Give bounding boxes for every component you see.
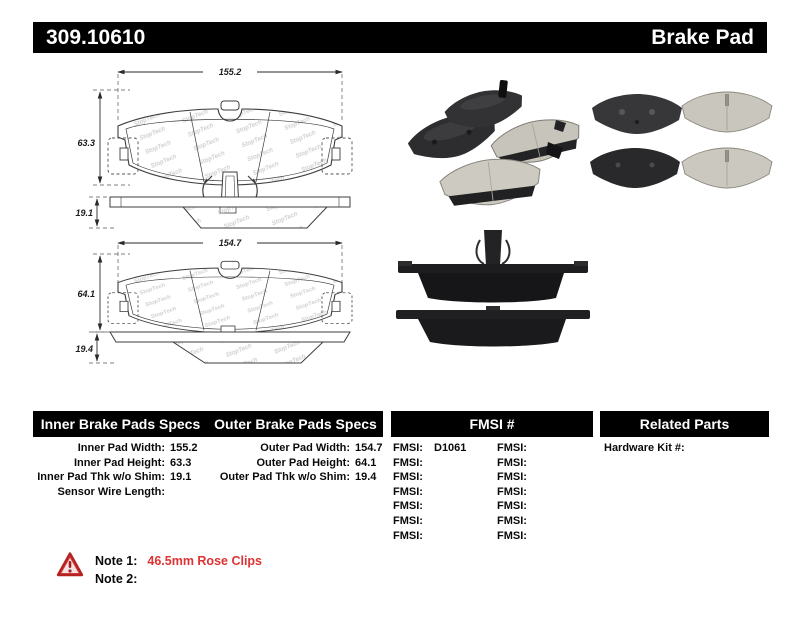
fmsi-row: FMSI: bbox=[393, 485, 423, 498]
inner-specs-column bbox=[20, 441, 210, 499]
technical-drawings bbox=[55, 60, 375, 375]
table-header-pads-specs bbox=[33, 411, 383, 437]
fmsi-row: FMSI: bbox=[393, 500, 423, 513]
table-header-outer-specs: Outer Brake Pads Specs bbox=[214, 416, 377, 432]
related-parts-row: Hardware Kit #: bbox=[604, 442, 685, 454]
brake-pads-profile-photo bbox=[396, 230, 590, 347]
spec-row-inner-pad-width: Inner Pad Width: 155.2 bbox=[77, 442, 198, 454]
fmsi-row: FMSI: bbox=[497, 471, 527, 484]
outer-specs-column bbox=[205, 441, 395, 485]
fmsi-row: FMSI: bbox=[393, 529, 423, 542]
note-1-row bbox=[95, 553, 262, 571]
table-header-fmsi: FMSI # bbox=[391, 411, 593, 437]
fmsi-row: FMSI: bbox=[393, 456, 423, 469]
warning-triangle-icon bbox=[56, 551, 84, 578]
dimension-label-outer-thickness: 19.4 bbox=[75, 344, 93, 354]
fmsi-row: FMSI: D1061 bbox=[393, 442, 467, 454]
spec-row-inner-pad-thickness: Inner Pad Thk w/o Shim: 19.1 bbox=[37, 471, 192, 484]
dimension-label-outer-width: 154.7 bbox=[218, 238, 242, 248]
fmsi-row: FMSI: bbox=[497, 456, 527, 469]
spec-row-inner-pad-height: Inner Pad Height: 63.3 bbox=[73, 456, 192, 469]
dimension-label-inner-height: 63.3 bbox=[77, 138, 95, 148]
brake-pads-angled-photo bbox=[404, 80, 585, 210]
note-2-label: Note 2: bbox=[95, 571, 138, 586]
fmsi-row: FMSI: bbox=[497, 514, 527, 527]
dimension-label-inner-width: 155.2 bbox=[218, 67, 242, 77]
note-1-text: 46.5mm Rose Clips bbox=[147, 554, 263, 568]
part-number: 309.10610 bbox=[46, 25, 146, 49]
fmsi-row: FMSI: bbox=[497, 485, 527, 498]
spec-row-outer-pad-width: Outer Pad Width: 154.7 bbox=[260, 442, 383, 454]
product-photos bbox=[388, 80, 774, 370]
dimension-label-outer-height: 64.1 bbox=[77, 289, 95, 299]
header-bar bbox=[33, 22, 767, 53]
related-parts-column bbox=[604, 441, 769, 456]
inner-pad-front-drawing bbox=[77, 67, 352, 185]
outer-pad-front-drawing bbox=[77, 238, 352, 333]
spec-row-sensor-wire-length: Sensor Wire Length: bbox=[57, 485, 165, 498]
spec-row-outer-pad-thickness: Outer Pad Thk w/o Shim: 19.4 bbox=[219, 471, 377, 484]
brake-pads-front-and-back-photo bbox=[590, 92, 772, 188]
table-header-inner-specs: Inner Brake Pads Specs bbox=[40, 416, 201, 432]
note-2-row bbox=[95, 571, 262, 589]
fmsi-column-1 bbox=[393, 441, 493, 543]
table-header-related-parts: Related Parts bbox=[600, 411, 769, 437]
dimension-label-inner-thickness: 19.1 bbox=[75, 208, 93, 218]
fmsi-row: FMSI: bbox=[497, 529, 527, 542]
fmsi-column-2 bbox=[497, 441, 592, 543]
fmsi-row: FMSI: bbox=[497, 500, 527, 513]
fmsi-row: FMSI: bbox=[393, 514, 423, 527]
notes-block bbox=[95, 553, 262, 588]
fmsi-row: FMSI: bbox=[497, 442, 527, 454]
product-title: Brake Pad bbox=[651, 25, 754, 49]
fmsi-row: FMSI: bbox=[393, 471, 423, 484]
note-1-label: Note 1: bbox=[95, 554, 138, 568]
outer-pad-side-drawing bbox=[75, 326, 350, 363]
spec-row-outer-pad-height: Outer Pad Height: 64.1 bbox=[256, 456, 377, 469]
